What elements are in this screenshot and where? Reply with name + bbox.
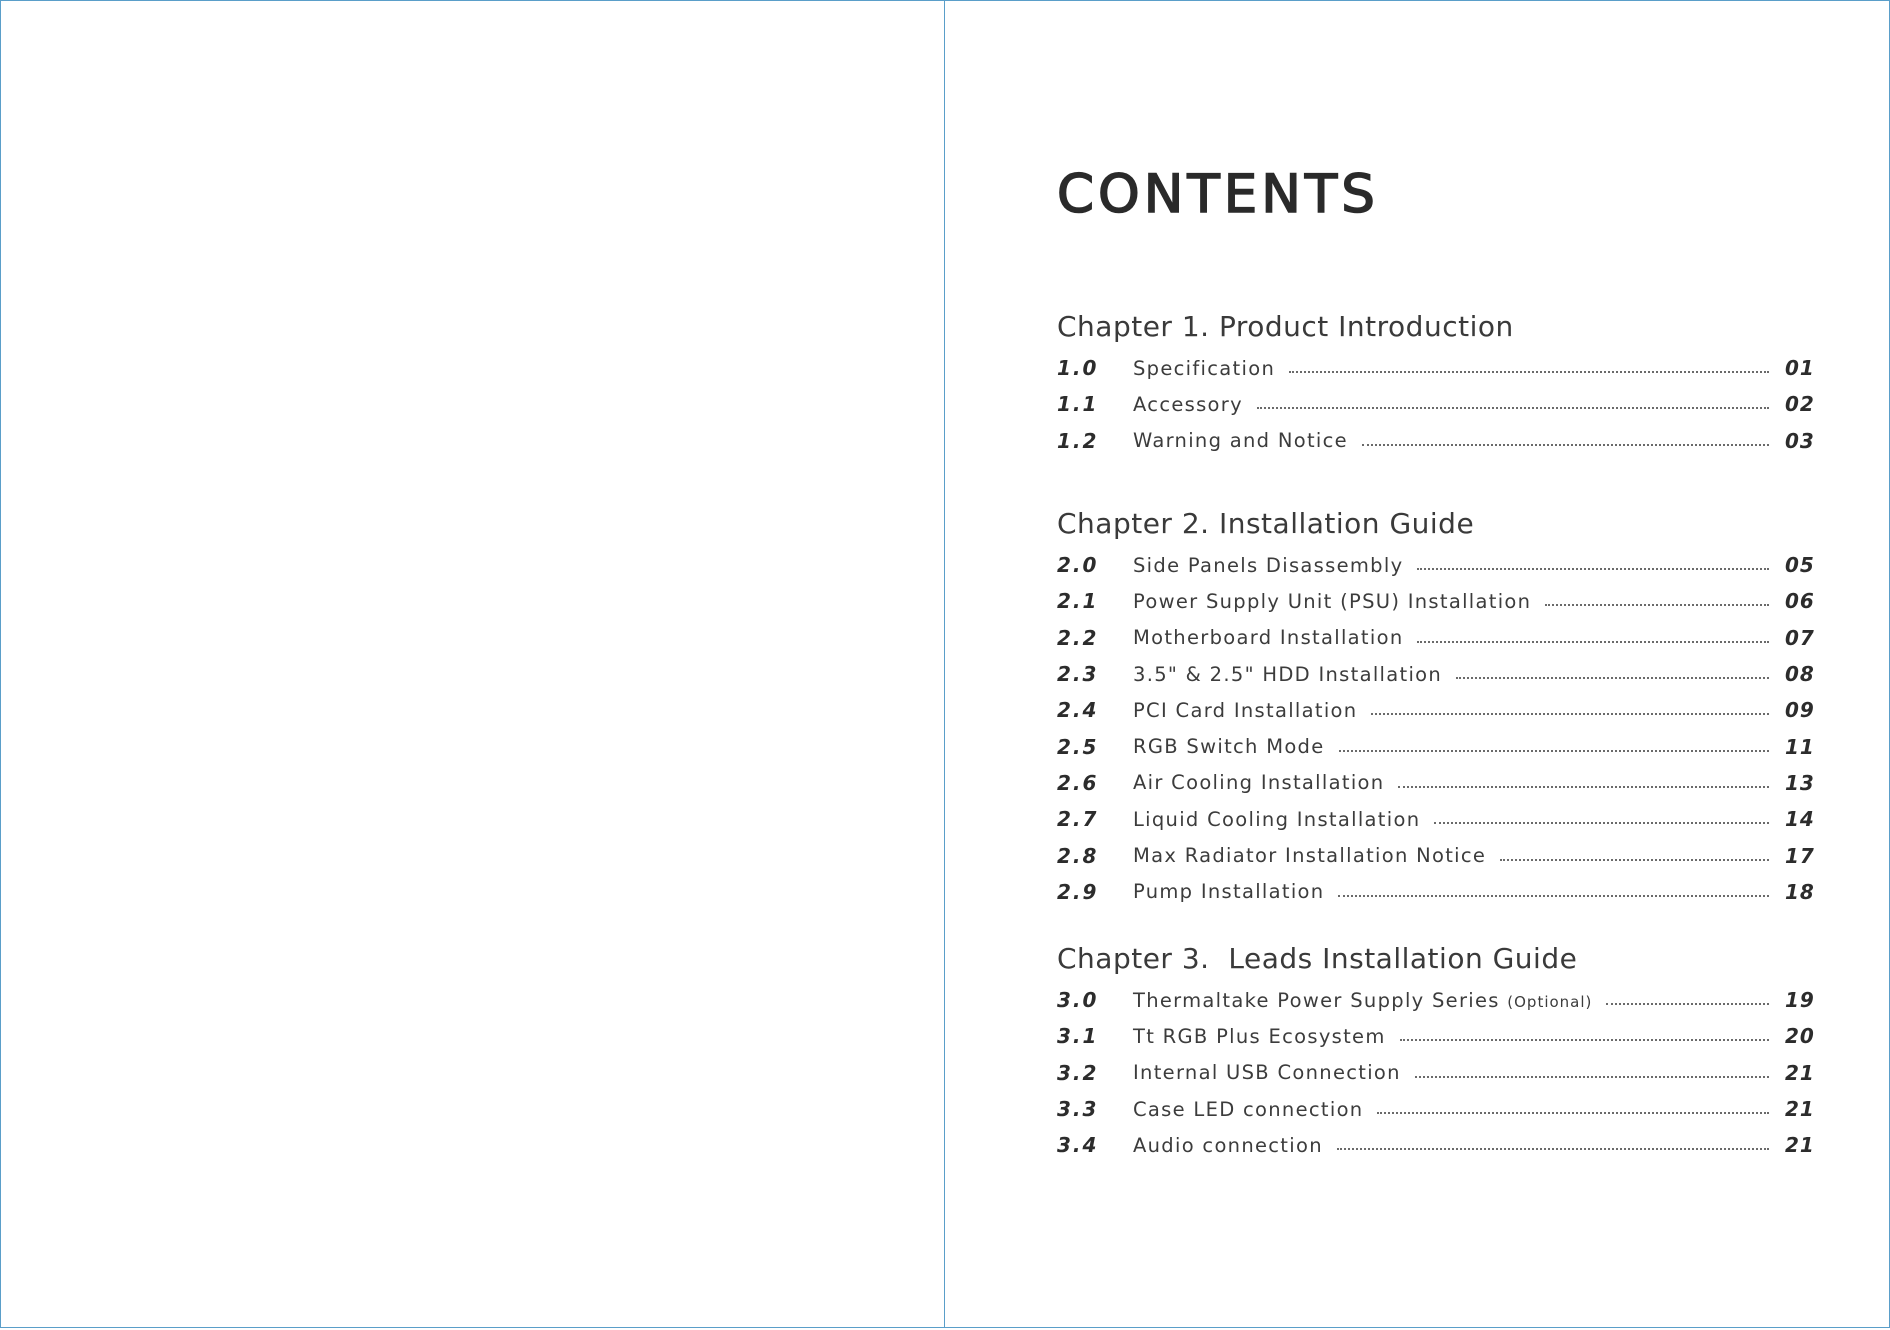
dot-leader [1415, 1076, 1769, 1078]
toc-title: Liquid Cooling Installation [1133, 807, 1421, 831]
toc-number: 2.1 [1057, 589, 1099, 614]
toc-page-number: 06 [1785, 589, 1815, 614]
toc-title-note: (Optional) [1507, 992, 1593, 1011]
toc-entry[interactable] [1057, 656, 1813, 692]
toc-page-number: 19 [1785, 988, 1815, 1013]
toc-entry[interactable] [1057, 583, 1813, 619]
dot-leader [1606, 1003, 1769, 1005]
toc-page-number: 09 [1785, 698, 1815, 723]
toc-title: Pump Installation [1133, 880, 1325, 904]
left-page [0, 0, 946, 1328]
toc-entry[interactable] [1057, 1091, 1813, 1127]
toc-entry[interactable] [1057, 801, 1813, 837]
toc-title: Tt RGB Plus Ecosystem [1133, 1024, 1386, 1048]
toc-number: 1.0 [1057, 356, 1099, 381]
toc-page-number: 03 [1785, 428, 1815, 453]
toc-number: 2.2 [1057, 625, 1099, 650]
toc-number: 3.4 [1057, 1133, 1099, 1158]
toc-page-number: 20 [1785, 1024, 1815, 1049]
toc-page-number: 21 [1785, 1133, 1815, 1158]
toc-page-number: 17 [1785, 843, 1815, 868]
toc-page-number: 01 [1785, 356, 1815, 381]
toc-title: Accessory [1133, 392, 1243, 416]
toc-number: 3.0 [1057, 988, 1099, 1013]
toc-number: 3.2 [1057, 1060, 1099, 1085]
toc-entry[interactable] [1057, 547, 1813, 583]
dot-leader [1500, 859, 1769, 861]
toc-entry[interactable] [1057, 1055, 1813, 1091]
dot-leader [1400, 1039, 1769, 1041]
toc-number: 1.1 [1057, 392, 1099, 417]
toc-title-text: Thermaltake Power Supply Series [1133, 988, 1500, 1012]
dot-leader [1417, 641, 1769, 643]
toc-title: Max Radiator Installation Notice [1133, 844, 1487, 868]
dot-leader [1545, 604, 1769, 606]
toc-title [1133, 989, 1592, 1012]
chapter-heading: Chapter 3. Leads Installation Guide [1057, 942, 1578, 975]
toc-entry[interactable] [1057, 982, 1813, 1018]
dot-leader [1417, 568, 1769, 570]
toc-page-number: 21 [1785, 1097, 1815, 1122]
toc-entry[interactable] [1057, 386, 1813, 422]
toc-number: 2.3 [1057, 662, 1099, 687]
dot-leader [1338, 895, 1769, 897]
toc-number: 2.6 [1057, 770, 1099, 795]
dot-leader [1362, 444, 1769, 446]
toc-entry[interactable] [1057, 765, 1813, 801]
dot-leader [1257, 407, 1769, 409]
toc-entry[interactable] [1057, 874, 1813, 910]
toc-title: Specification [1133, 356, 1276, 380]
chapter-3-section [1057, 940, 1813, 1163]
toc-number: 2.8 [1057, 843, 1099, 868]
toc-number: 1.2 [1057, 428, 1099, 453]
toc-title: Warning and Notice [1133, 429, 1348, 453]
toc-title: PCI Card Installation [1133, 698, 1358, 722]
toc-title: Side Panels Disassembly [1133, 553, 1404, 577]
toc-title: RGB Switch Mode [1133, 735, 1325, 759]
toc-title: Audio connection [1133, 1133, 1323, 1157]
toc-page-number: 11 [1785, 734, 1815, 759]
dot-leader [1456, 677, 1769, 679]
toc-number: 3.3 [1057, 1097, 1099, 1122]
contents-title: CONTENTS [1057, 164, 1379, 225]
toc-number: 2.4 [1057, 698, 1099, 723]
dot-leader [1377, 1112, 1769, 1114]
chapter-1-section [1057, 308, 1813, 459]
chapter-heading: Chapter 2. Installation Guide [1057, 507, 1475, 540]
dot-leader [1434, 822, 1769, 824]
toc-entry[interactable] [1057, 1018, 1813, 1054]
toc-title: Power Supply Unit (PSU) Installation [1133, 589, 1532, 613]
toc-number: 2.9 [1057, 879, 1099, 904]
toc-number: 2.0 [1057, 553, 1099, 578]
dot-leader [1371, 713, 1769, 715]
toc-title: Motherboard Installation [1133, 626, 1404, 650]
toc-title: Air Cooling Installation [1133, 771, 1385, 795]
chapter-2-section [1057, 505, 1813, 910]
toc-title: Internal USB Connection [1133, 1061, 1401, 1085]
toc-title: 3.5" & 2.5" HDD Installation [1133, 662, 1443, 686]
toc-number: 2.7 [1057, 807, 1099, 832]
chapter-heading: Chapter 1. Product Introduction [1057, 310, 1514, 343]
toc-page-number: 13 [1785, 770, 1815, 795]
toc-number: 2.5 [1057, 734, 1099, 759]
toc-title: Case LED connection [1133, 1097, 1364, 1121]
toc-number: 3.1 [1057, 1024, 1099, 1049]
toc-page-number: 21 [1785, 1060, 1815, 1085]
dot-leader [1398, 786, 1769, 788]
toc-page-number: 08 [1785, 662, 1815, 687]
dot-leader [1289, 371, 1769, 373]
toc-page-number: 07 [1785, 625, 1815, 650]
toc-entry[interactable] [1057, 620, 1813, 656]
toc-entry[interactable] [1057, 350, 1813, 386]
toc-entry[interactable] [1057, 837, 1813, 873]
toc-page-number: 05 [1785, 553, 1815, 578]
toc-entry[interactable] [1057, 692, 1813, 728]
dot-leader [1337, 1148, 1769, 1150]
toc-page-number: 02 [1785, 392, 1815, 417]
toc-entry[interactable] [1057, 423, 1813, 459]
toc-entry[interactable] [1057, 728, 1813, 764]
dot-leader [1339, 750, 1769, 752]
toc-entry[interactable] [1057, 1127, 1813, 1163]
toc-page-number: 14 [1785, 807, 1815, 832]
toc-page-number: 18 [1785, 879, 1815, 904]
